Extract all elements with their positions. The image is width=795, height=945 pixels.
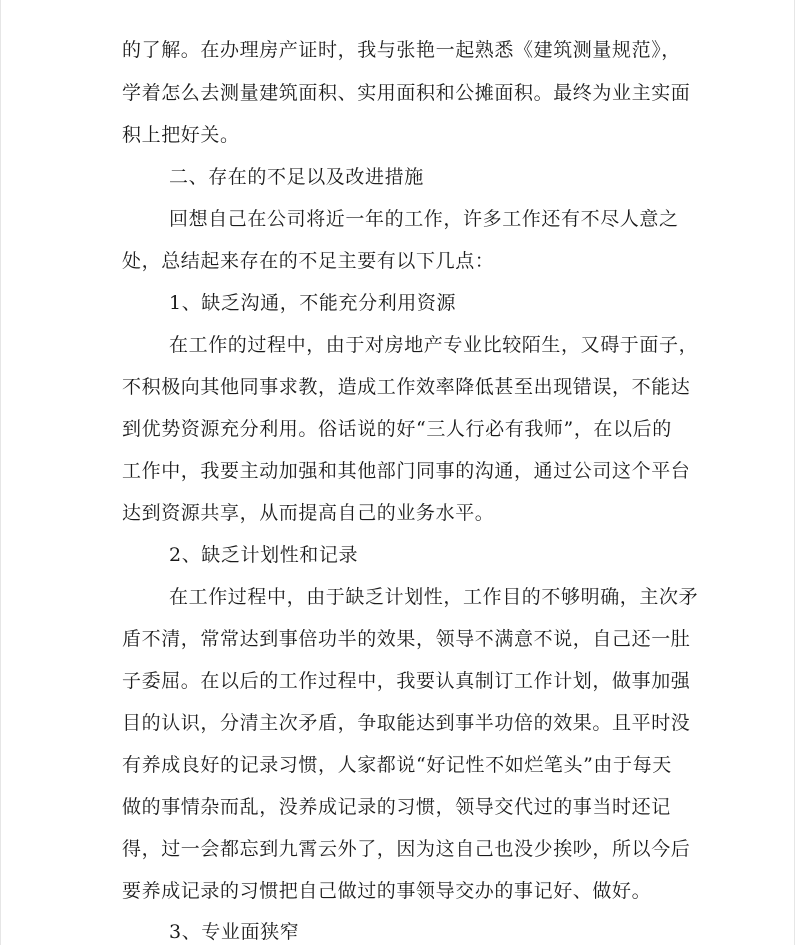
paragraph-line: 在工作的过程中，由于对房地产专业比较陌生，又碍于面子， [169, 334, 699, 356]
paragraph-line: 要养成记录的习惯把自己做过的事领导交办的事记好、做好。 [122, 880, 652, 902]
paragraph-line: 学着怎么去测量建筑面积、实用面积和公摊面积。最终为业主实面 [122, 82, 691, 104]
paragraph-line: 不积极向其他同事求教，造成工作效率降低甚至出现错误，不能达 [122, 376, 691, 398]
paragraph-line: 做的事情杂而乱，没养成记录的习惯，领导交代过的事当时还记 [122, 796, 671, 818]
subsection-heading: 2、缺乏计划性和记录 [169, 544, 359, 566]
paragraph-line: 工作中，我要主动加强和其他部门同事的沟通，通过公司这个平台 [122, 460, 691, 482]
paragraph-line: 回想自己在公司将近一年的工作，许多工作还有不尽人意之 [169, 208, 679, 230]
paragraph-line: 的了解。在办理房产证时，我与张艳一起熟悉《建筑测量规范》， [122, 39, 681, 61]
section-heading: 二、存在的不足以及改进措施 [169, 166, 424, 188]
paragraph-line: 得，过一会都忘到九霄云外了，因为这自己也没少挨吵，所以今后 [122, 838, 691, 860]
paragraph-line: 达到资源共享，从而提高自己的业务水平。 [122, 502, 495, 524]
paragraph-line: 到优势资源充分利用。俗话说的好“三人行必有我师”，在以后的 [122, 418, 672, 440]
subsection-heading: 3、专业面狭窄 [169, 921, 300, 943]
paragraph-line: 处，总结起来存在的不足主要有以下几点： [122, 250, 495, 272]
subsection-heading: 1、缺乏沟通，不能充分利用资源 [169, 292, 457, 314]
paragraph-line: 子委屈。在以后的工作过程中，我要认真制订工作计划，做事加强 [122, 670, 691, 692]
paragraph-line: 目的认识，分清主次矛盾，争取能达到事半功倍的效果。且平时没 [122, 712, 691, 734]
paragraph-line: 积上把好关。 [122, 124, 240, 146]
paragraph-line: 在工作过程中，由于缺乏计划性，工作目的不够明确，主次矛 [169, 586, 699, 608]
paragraph-line: 有养成良好的记录习惯，人家都说“好记性不如烂笔头”由于每天 [122, 754, 672, 776]
paragraph-line: 盾不清，常常达到事倍功半的效果，领导不满意不说，自己还一肚 [122, 628, 691, 650]
